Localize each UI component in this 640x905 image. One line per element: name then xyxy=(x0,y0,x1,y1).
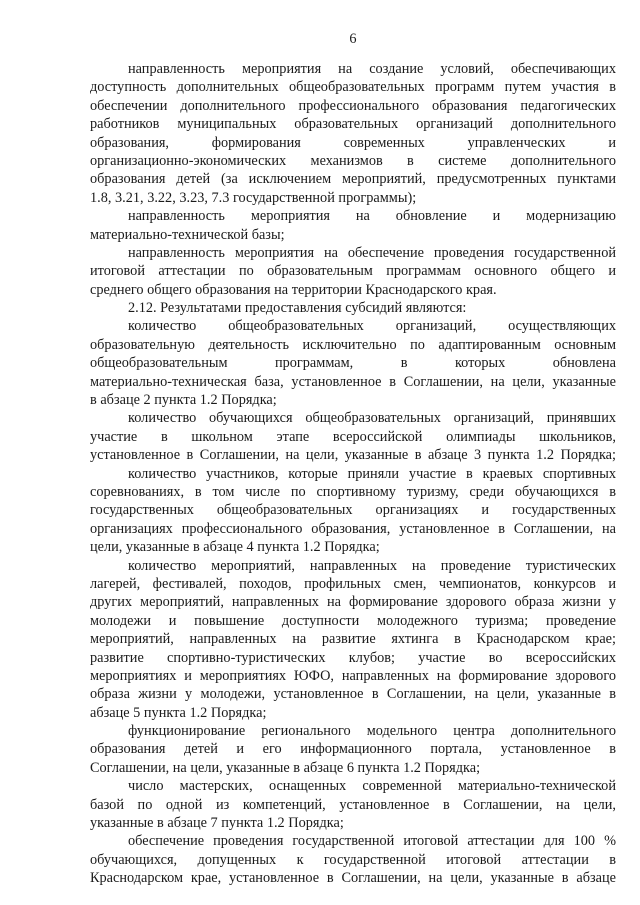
paragraph xyxy=(90,244,616,299)
paragraph xyxy=(90,777,616,832)
paragraph xyxy=(90,317,616,409)
text-line: материально-техническая база, установленное в Соглашении, на цели, указанные xyxy=(90,373,616,390)
paragraph xyxy=(90,299,616,317)
text-line: образования детей (за исключением мероприятий, предусмотренных пунктами xyxy=(90,171,616,188)
text-line: Соглашении, на цели, указанные в абзаце 6 пункта 1.2 Порядка; xyxy=(90,759,481,776)
text-line: государственных общеобразовательных организациях и государственных xyxy=(90,502,616,519)
text-line: доступность дополнительных общеобразовательных программ путем участия в xyxy=(90,79,616,96)
text-line: обеспечении дополнительного профессионального образования педагогических xyxy=(90,97,616,114)
text-line: функционирование регионального модельного центра дополнительного xyxy=(128,723,616,740)
paragraph xyxy=(90,207,616,244)
paragraph xyxy=(90,60,616,207)
text-line: образовательную деятельность исключительно по адаптированным основным xyxy=(90,336,616,353)
text-line: установленное в Соглашении, на цели, указанные в абзаце 3 пункта 1.2 Порядка; xyxy=(90,447,616,464)
text-line: число мастерских, оснащенных современной материально-технической xyxy=(128,778,616,795)
paragraph xyxy=(90,832,616,887)
text-line: мероприятиях и мероприятиях ЮФО, направленных на формирование здорового xyxy=(90,667,616,684)
text-line: соревнованиях, в том числе по спортивному туризму, среди обучающихся в xyxy=(90,483,616,500)
text-line: направленность мероприятия на обновление и модернизацию xyxy=(128,208,616,225)
text-line: обучающихся, допущенных к государственной итоговой аттестации в xyxy=(90,851,616,868)
text-line: цели, указанные в абзаце 4 пункта 1.2 Порядка; xyxy=(90,539,380,556)
text-line: в абзаце 2 пункта 1.2 Порядка; xyxy=(90,392,277,409)
text-line: мероприятий, направленных на развитие яхтинга в Краснодарском крае; xyxy=(90,631,616,648)
text-line: количество мероприятий, направленных на проведение туристических xyxy=(128,557,616,574)
text-line: молодежи и повышение доступности молодежного туризма; проведение xyxy=(90,612,616,629)
text-line: образования детей и его информационного портала, установленное в xyxy=(90,741,616,758)
text-line: участие в школьном этапе всероссийской олимпиады школьников, xyxy=(90,428,616,445)
text-line: лагерей, фестивалей, походов, профильных смен, чемпионатов, конкурсов и xyxy=(90,575,616,592)
text-line: общеобразовательным программам, в которых обновлена xyxy=(90,355,616,372)
paragraph xyxy=(90,409,616,464)
paragraph xyxy=(90,465,616,557)
text-line: других мероприятий, направленных на формирование здорового образа жизни у xyxy=(90,594,616,611)
text-line: среднего общего образования на территории Краснодарского края. xyxy=(90,281,497,298)
text-line: направленность мероприятия на обеспечение проведения государственной xyxy=(128,244,616,261)
page-number: 6 xyxy=(349,31,357,47)
text-line: абзаце 5 пункта 1.2 Порядка; xyxy=(90,704,267,721)
text-line: количество общеобразовательных организаций, осуществляющих xyxy=(128,318,616,335)
text-line: указанные в абзаце 7 пункта 1.2 Порядка; xyxy=(90,815,344,832)
text-line: Краснодарском крае, установленное в Соглашении, на цели, указанные в абзаце xyxy=(90,870,616,887)
paragraph xyxy=(90,557,616,723)
text-line: работников муниципальных образовательных организаций дополнительного xyxy=(90,116,616,133)
text-line: количество обучающихся общеобразовательных организаций, принявших xyxy=(128,410,616,427)
text-line: организационно-экономических механизмов в системе дополнительного xyxy=(90,152,616,169)
text-line: базой по одной из компетенций, установленное в Соглашении, на цели, xyxy=(90,796,616,813)
text-line: образования, формирования современных управленческих и xyxy=(90,134,616,151)
paragraph xyxy=(90,722,616,777)
text-line: материально-технической базы; xyxy=(90,226,285,243)
text-line: итоговой аттестации по образовательным программам основного общего и xyxy=(90,263,616,280)
text-line: 1.8, 3.21, 3.22, 3.23, 7.3 государственной программы); xyxy=(90,189,417,206)
text-line: образа жизни у молодежи, установленное в Соглашении, на цели, указанные в xyxy=(90,686,616,703)
text-line: развитие спортивно-туристических клубов; участие во всероссийских xyxy=(90,649,616,666)
text-line: направленность мероприятия на создание условий, обеспечивающих xyxy=(128,61,616,77)
text-line: обеспечение проведения государственной итоговой аттестации для 100 % xyxy=(128,833,616,850)
text-line: количество участников, которые приняли участие в краевых спортивных xyxy=(128,465,616,482)
document-body xyxy=(90,60,616,888)
text-line: организациях профессионального образования, установленное в Соглашении, на xyxy=(90,520,616,537)
text-line: 2.12. Результатами предоставления субсидий являются: xyxy=(128,300,467,317)
